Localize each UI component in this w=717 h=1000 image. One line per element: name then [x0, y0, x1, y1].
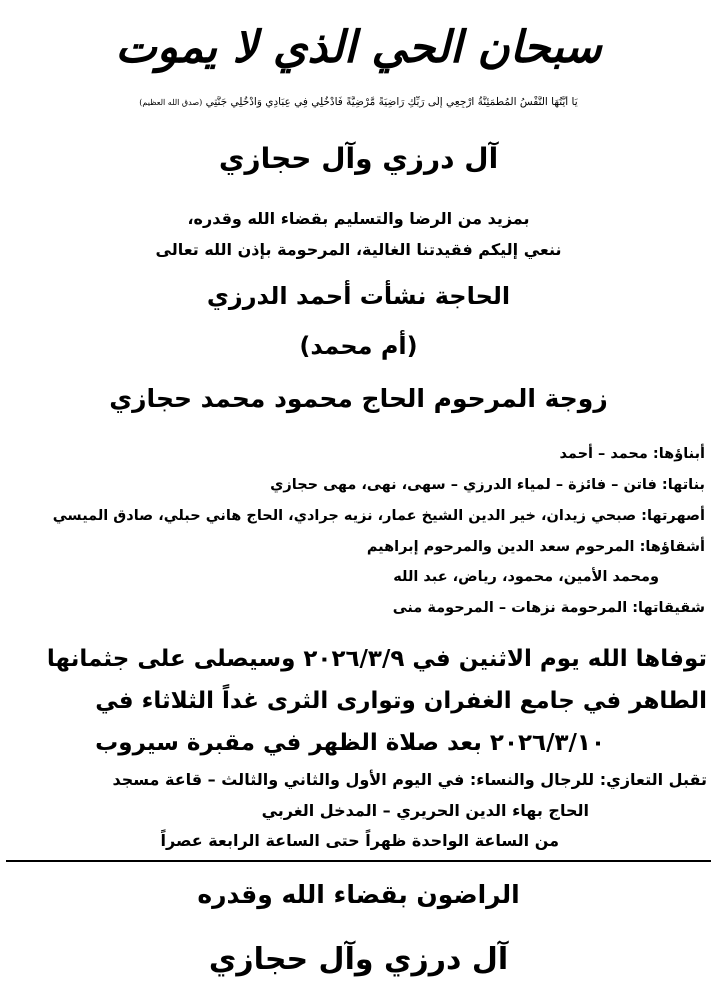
relatives-in-laws: أصهرتها: صبحي زيدان، خير الدين الشيخ عمار، نزيه جرادي، الحاج هاني حبلي، صادق الميسي: [52, 508, 705, 524]
relatives-sisters: شقيقاتها: المرحومة نزهات – المرحومة منى: [392, 600, 705, 616]
relatives-brothers-line-1: أشقاؤها: المرحوم سعد الدين والمرحوم إبراهيم: [366, 539, 705, 555]
intro-line-1: بمزيد من الرضا والتسليم بقضاء الله وقدره،: [187, 209, 530, 228]
section-divider: [6, 860, 711, 862]
relatives-sons: أبناؤها: محمد – أحمد: [559, 446, 705, 462]
deceased-spouse: زوجة المرحوم الحاج محمود محمد حجازي: [109, 384, 608, 413]
condolences-line-2: الحاج بهاء الدين الحريري – المدخل الغربي: [261, 801, 589, 820]
relatives-daughters: بناتها: فاتن – فائزة – لمياء الدرزي – سهى، نهى، مهى حجازي: [270, 477, 705, 493]
condolences-line-1: تقبل التعازي: للرجال والنساء: في اليوم الأول والثاني والثالث – قاعة مسجد: [112, 770, 707, 789]
calligraphy-logo: سبحان الحي الذي لا يموت: [115, 22, 602, 73]
resigned-statement: الراضون بقضاء الله وقدره: [197, 880, 520, 909]
death-notice-line-1: توفاها الله يوم الاثنين في ٢٠٢٦/٣/٩ وسيصلى على جثمانها: [46, 646, 707, 672]
death-notice-line-2: الطاهر في جامع الغفران وتوارى الثرى غداً الثلاثاء في: [95, 688, 707, 714]
verse-text: يَا أَيَّتُهَا النَّفْسُ الْمُطْمَئِنَّةُ ارْجِعِي إِلَى رَبِّكِ رَاضِيَةً مَّرْضِيَّةً فَادْخُلِي فِي عِبَادِي وَادْخُلِي جَنَّتِي: [205, 96, 578, 108]
relatives-brothers-line-2: ومحمد الأمين، محمود، رياض، عبد الله: [393, 569, 659, 585]
families-heading: آل درزي وآل حجازي: [218, 142, 499, 175]
condolences-line-3: من الساعة الواحدة ظهراً حتى الساعة الرابعة عصراً: [160, 831, 559, 850]
verse-source: (صدق الله العظيم): [139, 98, 203, 107]
deceased-name: الحاجة نشأت أحمد الدرزي: [206, 282, 511, 310]
death-notice-line-3: ٢٠٢٦/٣/١٠ بعد صلاة الظهر في مقبرة سيروب: [95, 730, 605, 756]
quran-verse: [10, 96, 707, 108]
intro-line-2: ننعي إليكم فقيدتنا الغالية، المرحومة بإذن الله تعالى: [155, 240, 562, 259]
deceased-kunya: (أم محمد): [299, 332, 418, 360]
families-signature: آل درزي وآل حجازي: [208, 942, 509, 977]
